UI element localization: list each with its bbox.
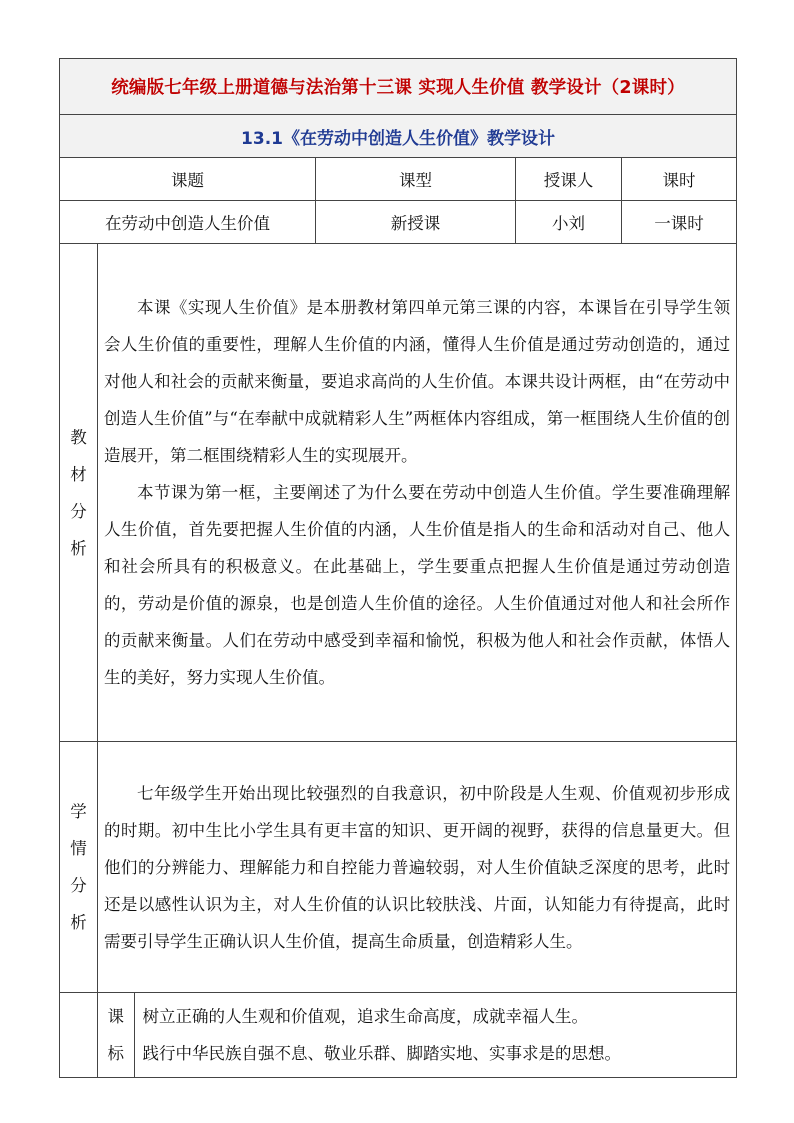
value-period: 一课时 (622, 201, 737, 244)
curriculum-standard-label (98, 993, 134, 1077)
label-char: 学 (70, 802, 87, 821)
curriculum-inner-table (98, 993, 736, 1077)
value-topic: 在劳动中创造人生价值 (60, 201, 316, 244)
material-analysis-row (60, 244, 737, 742)
label-char: 析 (70, 913, 87, 932)
header-teacher: 授课人 (516, 158, 622, 201)
label-char: 情 (70, 839, 87, 858)
value-type: 新授课 (316, 201, 516, 244)
info-value-row (60, 201, 737, 244)
info-header-row (60, 158, 737, 201)
header-type: 课型 (316, 158, 516, 201)
label-char: 析 (70, 538, 87, 558)
material-analysis-content (98, 244, 737, 742)
student-analysis-label (60, 742, 98, 993)
curriculum-standard-container (98, 993, 737, 1078)
label-char: 分 (70, 501, 87, 521)
label-char: 材 (70, 464, 87, 484)
label-char: 标 (107, 1044, 124, 1063)
value-teacher: 小刘 (516, 201, 622, 244)
standard-line: 践行中华民族自强不息、敬业乐群、脚踏实地、实事求是的思想。 (142, 1044, 621, 1063)
header-topic: 课题 (60, 158, 316, 201)
document-subtitle: 13.1《在劳动中创造人生价值》教学设计 (60, 115, 737, 158)
document-title: 统编版七年级上册道德与法治第十三课 实现人生价值 教学设计（2课时） (60, 59, 737, 115)
student-analysis-content (98, 742, 737, 993)
paragraph: 本课《实现人生价值》是本册教材第四单元第三课的内容，本课旨在引导学生领会人生价值的重要性，理解人生价值的内涵，懂得人生价值是通过劳动创造的，通过对他人和社会的贡献来衡量，要追求高尚的人生价值。本课共设计两框，由“在劳动中创造人生价值”与“在奉献中成就精彩人生”两框体内容组成，第一框围绕人生价值的创造展开，第二框围绕精彩人生的实现展开。 (104, 298, 731, 465)
label-char: 分 (70, 876, 87, 895)
empty-side-cell (60, 993, 98, 1078)
label-char: 教 (70, 427, 87, 447)
curriculum-standard-row (60, 993, 737, 1078)
header-period: 课时 (622, 158, 737, 201)
material-analysis-label (60, 244, 98, 742)
standard-line: 树立正确的人生观和价值观，追求生命高度，成就幸福人生。 (142, 1007, 588, 1026)
lesson-plan-table (59, 58, 737, 1078)
label-char: 课 (107, 1007, 124, 1026)
paragraph: 七年级学生开始出现比较强烈的自我意识，初中阶段是人生观、价值观初步形成的时期。初中生比小学生具有更丰富的知识、更开阔的视野，获得的信息量更大。但他们的分辨能力、理解能力和自控能力普遍较弱，对人生价值缺乏深度的思考，此时还是以感性认识为主，对人生价值的认识比较肤浅、片面，认知能力有待提高，此时需要引导学生正确认识人生价值，提高生命质量，创造精彩人生。 (104, 783, 731, 951)
paragraph: 本节课为第一框，主要阐述了为什么要在劳动中创造人生价值。学生要准确理解人生价值，首先要把握人生价值的内涵，人生价值是指人的生命和活动对自己、他人和社会所具有的积极意义。在此基础上，学生要重点把握人生价值是通过劳动创造的，劳动是价值的源泉，也是创造人生价值的途径。人生价值通过对他人和社会所作的贡献来衡量。人们在劳动中感受到幸福和愉悦，积极为他人和社会作贡献，体悟人生的美好，努力实现人生价值。 (104, 483, 731, 687)
student-analysis-row (60, 742, 737, 993)
lesson-plan-document (59, 58, 736, 1078)
curriculum-standard-content (134, 993, 736, 1077)
